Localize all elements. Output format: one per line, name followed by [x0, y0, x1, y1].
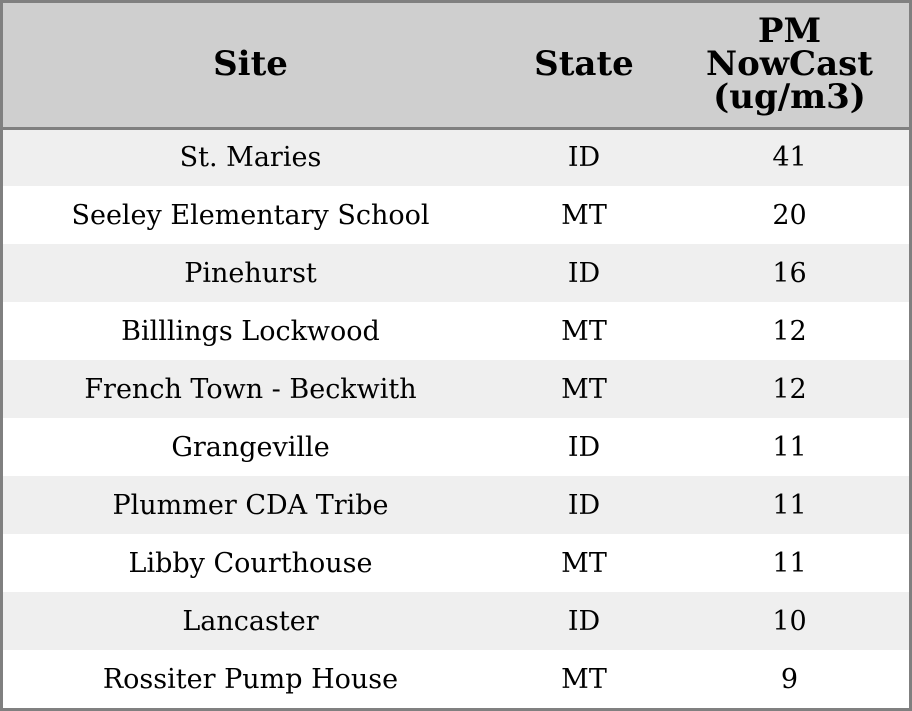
table-row: [3, 360, 909, 418]
table-row: [3, 302, 909, 360]
pm-value-cell: 9: [780, 663, 799, 695]
site-cell: Pinehurst: [184, 257, 317, 289]
header-pm-line-2: NowCast: [706, 44, 873, 85]
site-cell: Libby Courthouse: [128, 547, 373, 579]
table-body: [3, 128, 909, 708]
state-cell: MT: [561, 373, 607, 405]
pm-value-cell: 11: [772, 431, 807, 463]
table-header: [3, 3, 909, 128]
table-row: [3, 418, 909, 476]
site-cell: St. Maries: [179, 142, 322, 174]
site-cell: Billlings Lockwood: [121, 315, 380, 347]
table-row: [3, 476, 909, 534]
state-cell: ID: [567, 605, 601, 637]
pm-value-cell: 16: [772, 257, 807, 289]
table-row: [3, 650, 909, 708]
state-cell: MT: [561, 547, 607, 579]
table-row: [3, 534, 909, 592]
state-cell: ID: [567, 257, 601, 289]
header-pm-line-3: (ug/m3): [713, 77, 866, 118]
site-cell: French Town - Beckwith: [84, 373, 417, 405]
table-row: [3, 186, 909, 244]
table-row: [3, 128, 909, 186]
pm-value-cell: 41: [772, 142, 807, 174]
header-site: [3, 3, 498, 128]
pm-value-cell: 12: [772, 373, 807, 405]
header-row: [3, 3, 909, 128]
pm-value-cell: 11: [772, 489, 807, 521]
site-cell: Grangeville: [171, 431, 330, 463]
header-pm-nowcast: [670, 3, 909, 128]
header-site-line: Site: [213, 44, 288, 85]
pm-value-cell: 11: [772, 547, 807, 579]
site-cell: Rossiter Pump House: [102, 663, 399, 695]
state-cell: ID: [567, 142, 601, 174]
state-cell: ID: [567, 489, 601, 521]
pm-value-cell: 12: [772, 315, 807, 347]
state-cell: MT: [561, 199, 607, 231]
header-state: [498, 3, 670, 128]
pm-value-cell: 10: [772, 605, 807, 637]
pm-nowcast-table: [3, 3, 909, 708]
pm-value-cell: 20: [772, 199, 807, 231]
header-state-line: State: [534, 44, 634, 85]
table-row: [3, 244, 909, 302]
state-cell: MT: [561, 315, 607, 347]
site-cell: Lancaster: [182, 605, 319, 637]
site-cell: Plummer CDA Tribe: [112, 489, 389, 521]
site-cell: Seeley Elementary School: [71, 199, 430, 231]
header-pm-line-1: PM: [757, 11, 822, 52]
state-cell: MT: [561, 663, 607, 695]
state-cell: ID: [567, 431, 601, 463]
table-row: [3, 592, 909, 650]
